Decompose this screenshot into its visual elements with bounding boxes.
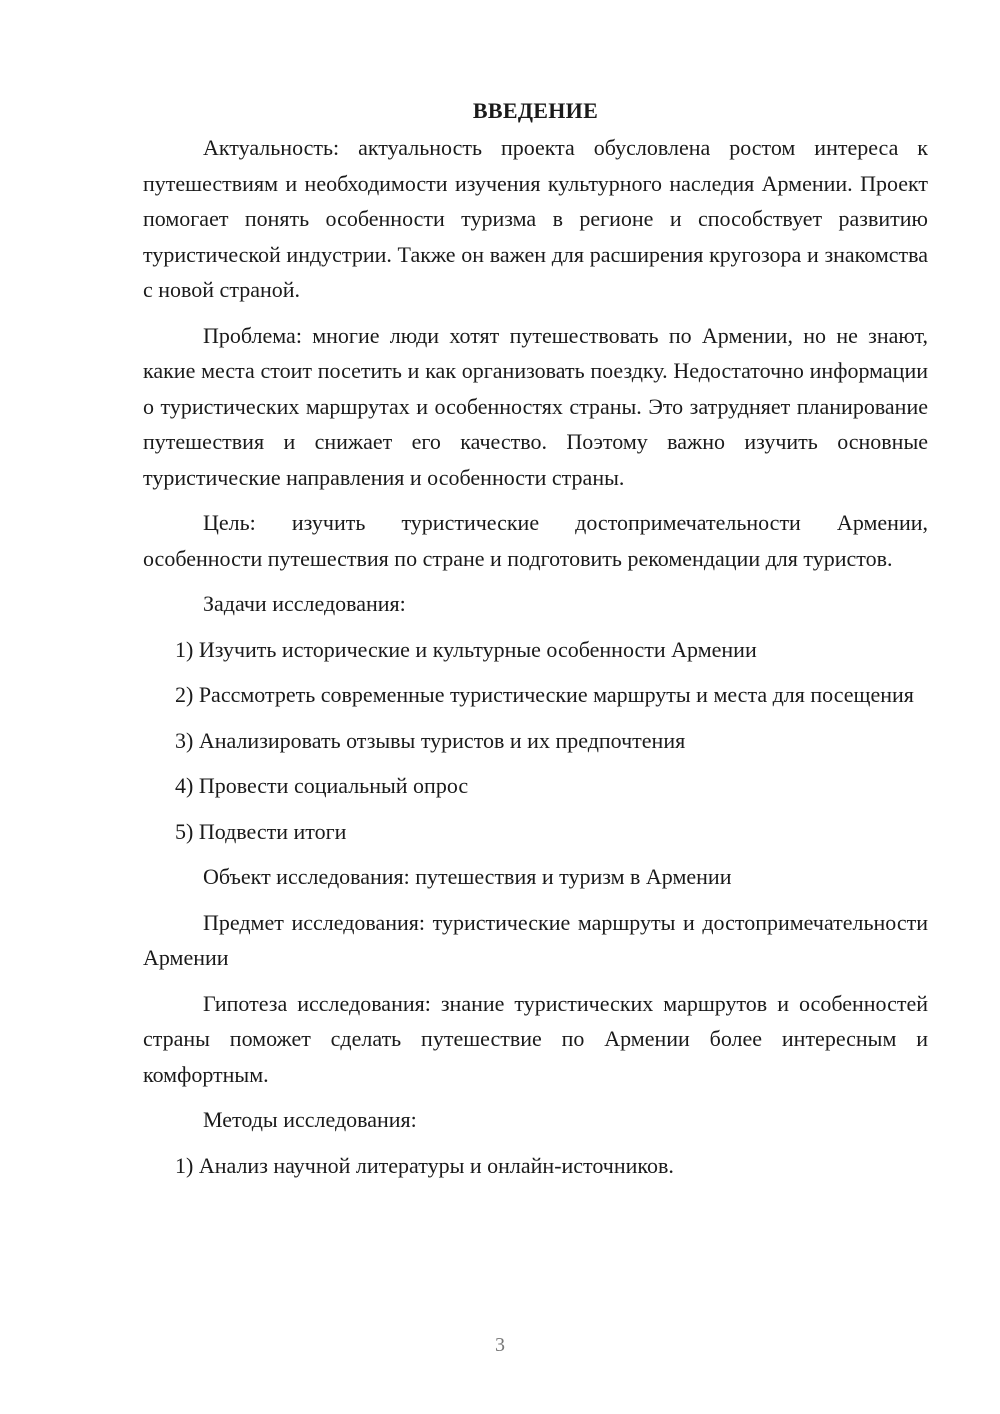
method-item: 1) Анализ научной литературы и онлайн-источников. (175, 1152, 674, 1178)
page-number: 3 (495, 1334, 505, 1356)
tasks-heading: Задачи исследования: (203, 591, 406, 616)
relevance-paragraph: Актуальность: актуальность проекта обусловлена ростом интереса к путешествиям и необходимости изучения культурного наследия Армении. Проект помогает понять особенности туризма в регионе и способствует развитию туристической индустрии. Также он важен для расширения кругозора и знакомства с новой страной. (143, 135, 928, 302)
task-item: 2) Рассмотреть современные туристические маршруты и места для посещения (175, 682, 914, 707)
object-paragraph: Объект исследования: путешествия и туризм в Армении (203, 864, 732, 889)
task-item: 4) Провести социальный опрос (175, 773, 469, 798)
task-item: 5) Подвести итоги (175, 818, 347, 844)
task-item: 1) Изучить исторические и культурные особенности Армении (175, 636, 757, 662)
goal-paragraph: Цель: изучить туристические достопримечательности Армении, особенности путешествия по стране и подготовить рекомендации для туристов. (143, 510, 928, 571)
hypothesis-paragraph: Гипотеза исследования: знание туристических маршрутов и особенностей страны поможет сделать путешествие по Армении более интересным и комфортным. (143, 990, 928, 1087)
subject-paragraph: Предмет исследования: туристические маршруты и достопримечательности Армении (143, 909, 928, 970)
page-title: ВВЕДЕНИЕ (472, 98, 599, 123)
problem-paragraph: Проблема: многие люди хотят путешествовать по Армении, но не знают, какие места стоит посетить и как организовать поездку. Недостаточно информации о туристических маршрутах и особенностях страны. Это затрудняет планирование путешествия и снижает его качество. Поэтому важно изучить основные туристические направления и особенности страны. (143, 322, 928, 490)
document-page (143, 96, 928, 1183)
task-item: 3) Анализировать отзывы туристов и их предпочтения (175, 727, 686, 753)
methods-heading: Методы исследования: (203, 1107, 417, 1132)
